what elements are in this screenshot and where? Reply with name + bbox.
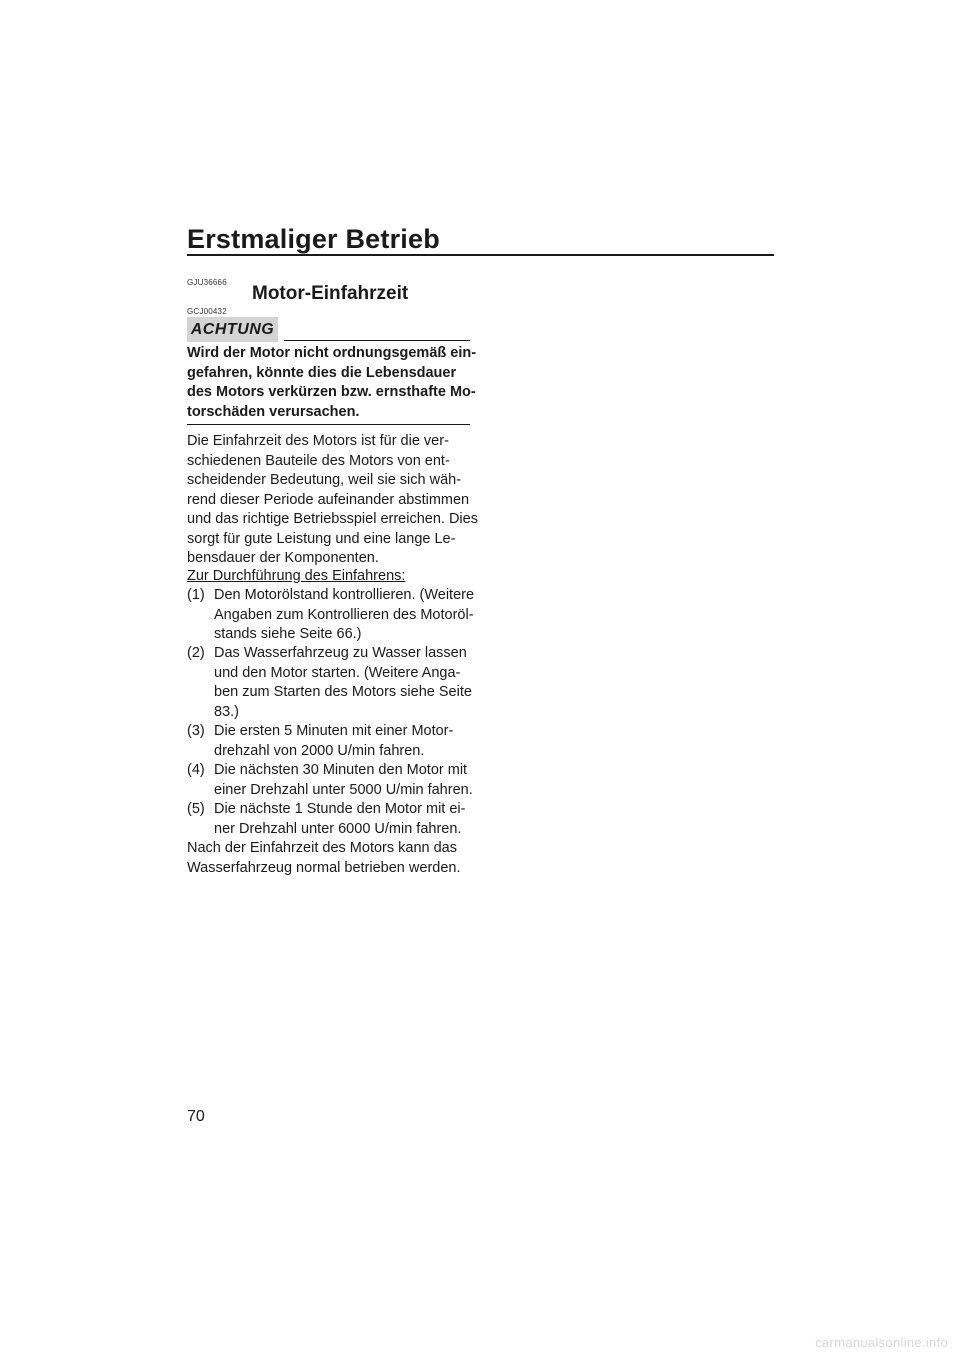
paragraph-line: Die Einfahrzeit des Motors ist für die ver- — [187, 433, 449, 449]
paragraph-line: schiedenen Bauteile des Motors von ent- — [187, 452, 450, 469]
caution-top-rule — [284, 340, 470, 341]
paragraph-line: Wasserfahrzeug normal betrieben werden. — [187, 859, 461, 876]
paragraph-line: bensdauer der Komponenten. — [187, 550, 379, 566]
paragraph-line: sorgt für gute Leistung und eine lange Le- — [187, 530, 456, 547]
steps-heading: Zur Durchführung des Einfahrens: — [187, 568, 406, 584]
step-line: ner Drehzahl unter 6000 U/min fahren. — [214, 820, 462, 837]
step-line: Das Wasserfahrzeug zu Wasser lassen — [214, 645, 467, 661]
step-line: 83.) — [214, 703, 239, 720]
step-line: Angaben zum Kontrollieren des Motoröl- — [214, 606, 474, 623]
caution-line: gefahren, könnte dies die Lebensdauer — [187, 364, 457, 381]
step-line: einer Drehzahl unter 5000 U/min fahren. — [214, 781, 473, 798]
caution-line: des Motors verkürzen bzw. ernsthafte Mo- — [187, 384, 476, 400]
caution-code: GCJ00432 — [187, 307, 227, 316]
step-number: (4) — [187, 762, 205, 778]
chapter-divider — [187, 254, 774, 256]
section-title: Motor-Einfahrzeit — [252, 283, 409, 304]
section-code: GJU36666 — [187, 278, 227, 287]
caution-text — [187, 344, 477, 422]
step-line: ben zum Starten des Motors siehe Seite — [214, 684, 472, 700]
page-number: 70 — [187, 1108, 205, 1125]
intro-paragraph — [187, 432, 487, 569]
watermark: carmanualsonline.info — [815, 1335, 948, 1350]
step-line: stands siehe Seite 66.) — [214, 626, 362, 642]
step-number: (5) — [187, 801, 205, 817]
chapter-title: Erstmaliger Betrieb — [187, 224, 440, 254]
step-number: (1) — [187, 587, 205, 603]
step-number: (2) — [187, 645, 205, 661]
caution-line: Wird der Motor nicht ordnungsgemäß ein- — [187, 345, 477, 361]
step-line: drehzahl von 2000 U/min fahren. — [214, 742, 425, 759]
paragraph-line: rend dieser Periode aufeinander abstimmen — [187, 491, 470, 508]
step-line: Die nächste 1 Stunde den Motor mit ei- — [214, 801, 466, 817]
step-line: Den Motorölstand kontrollieren. (Weitere — [214, 587, 475, 603]
step-line: und den Motor starten. (Weitere Anga- — [214, 664, 461, 681]
caution-badge: ACHTUNG — [187, 317, 278, 342]
closing-paragraph — [187, 839, 487, 878]
paragraph-line: scheidender Bedeutung, weil sie sich wäh- — [187, 472, 462, 488]
caution-line: torschäden verursachen. — [187, 403, 360, 420]
step-number: (3) — [187, 723, 205, 739]
step-line: Die ersten 5 Minuten mit einer Motor- — [214, 723, 454, 739]
paragraph-line: Nach der Einfahrzeit des Motors kann das — [187, 840, 457, 856]
caution-bottom-rule — [187, 424, 470, 425]
paragraph-line: und das richtige Betriebsspiel erreichen. Dies — [187, 511, 478, 527]
step-line: Die nächsten 30 Minuten den Motor mit — [214, 762, 468, 778]
